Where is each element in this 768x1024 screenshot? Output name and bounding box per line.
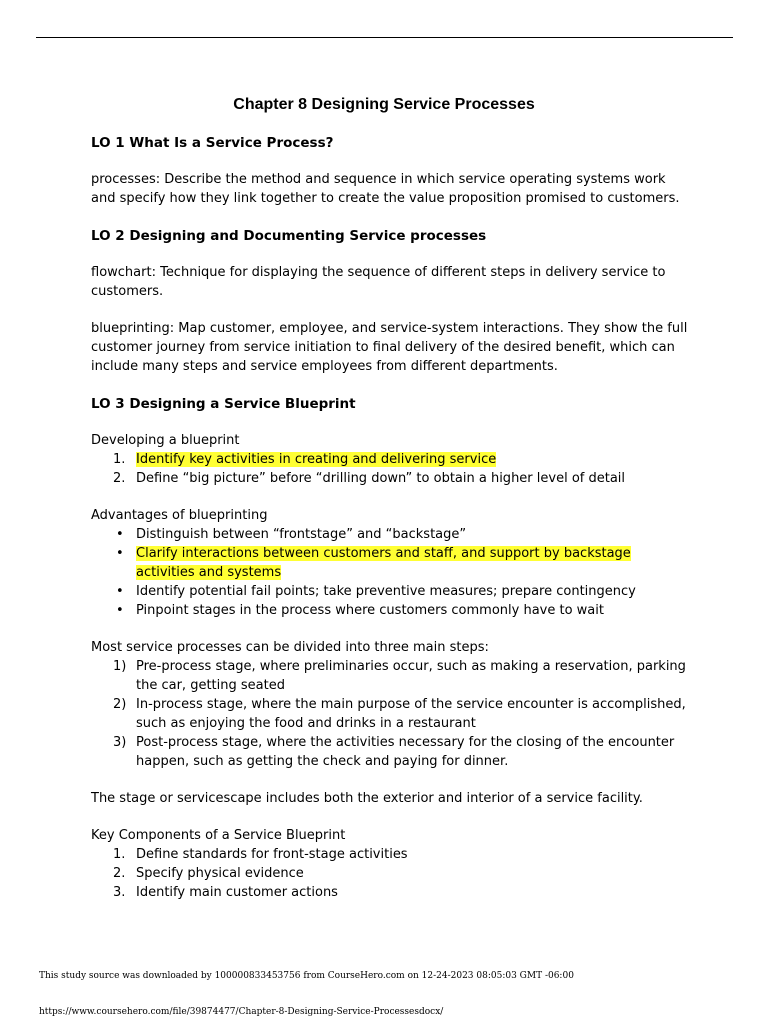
lo1-heading: LO 1 What Is a Service Process? (91, 135, 334, 151)
list-item-text: Identify potential fail points; take preventive measures; prepare contingency (136, 584, 636, 599)
list-item (91, 864, 691, 883)
list-item-text: Identify main customer actions (136, 885, 338, 900)
list-item-text: Post-process stage, where the activities necessary for the closing of the encounter happen, such as getting the check and paying for dinner. (136, 735, 675, 769)
lo2-heading: LO 2 Designing and Documenting Service processes (91, 228, 487, 244)
steps-list (91, 657, 691, 771)
download-source-note: This study source was downloaded by 100000833453756 from CourseHero.com on 12-24-2023 08:05:03 GMT -06:00 (39, 971, 574, 981)
advantages-intro: Advantages of blueprinting (91, 508, 268, 523)
document-body (91, 94, 691, 920)
list-item-text: Distinguish between “frontstage” and “backstage” (136, 527, 467, 542)
lo3-heading: LO 3 Designing a Service Blueprint (91, 396, 356, 412)
list-item (91, 733, 691, 771)
header-rule (36, 37, 733, 38)
list-marker: 1. (113, 847, 126, 862)
components-list (91, 845, 691, 902)
developing-intro: Developing a blueprint (91, 433, 240, 448)
list-item (91, 525, 691, 544)
processes-definition: processes: Describe the method and sequence in which service operating systems work and specify how they link together to create the value proposition promised to customers. (91, 172, 680, 206)
list-marker: 1) (113, 659, 127, 674)
highlighted-text: Clarify interactions between customers and staff, and support by backstage activities and systems (136, 546, 631, 580)
developing-list (91, 450, 691, 488)
list-item (91, 450, 691, 469)
list-marker: 2) (113, 697, 127, 712)
list-item-text: In-process stage, where the main purpose of the service encounter is accomplished, such as enjoying the food and drinks in a restaurant (136, 697, 686, 731)
flowchart-definition: flowchart: Technique for displaying the sequence of different steps in delivery service to customers. (91, 265, 666, 299)
list-item (91, 601, 691, 620)
highlighted-text: Identify key activities in creating and delivering service (136, 452, 497, 467)
components-intro: Key Components of a Service Blueprint (91, 828, 346, 843)
bullet-marker: • (116, 527, 124, 542)
bullet-marker: • (116, 546, 124, 561)
list-item-text: Define standards for front-stage activities (136, 847, 408, 862)
list-item-text: Specify physical evidence (136, 866, 304, 881)
list-item (91, 883, 691, 902)
blueprinting-definition: blueprinting: Map customer, employee, and service-system interactions. They show the full customer journey from service initiation to final delivery of the desired benefit, which can include many steps and service employees from different departments. (91, 321, 688, 374)
list-marker: 3) (113, 735, 127, 750)
advantages-list (91, 525, 691, 620)
list-item-text: Pre-process stage, where preliminaries occur, such as making a reservation, parking the car, getting seated (136, 659, 686, 693)
list-item (91, 845, 691, 864)
list-item (91, 657, 691, 695)
list-marker: 1. (113, 452, 126, 467)
list-item (91, 695, 691, 733)
list-item-text: Define “big picture” before “drilling down” to obtain a higher level of detail (136, 471, 626, 486)
servicescape-text: The stage or servicescape includes both the exterior and interior of a service facility. (91, 791, 643, 806)
bullet-marker: • (116, 584, 124, 599)
list-item (91, 544, 691, 582)
list-item-text: Pinpoint stages in the process where customers commonly have to wait (136, 603, 604, 618)
bullet-marker: • (116, 603, 124, 618)
list-marker: 3. (113, 885, 126, 900)
steps-intro: Most service processes can be divided into three main steps: (91, 640, 489, 655)
page-title: Chapter 8 Designing Service Processes (233, 96, 535, 113)
list-item (91, 469, 691, 488)
list-marker: 2. (113, 471, 126, 486)
source-url: https://www.coursehero.com/file/39874477/Chapter-8-Designing-Service-Processesdocx/ (39, 1007, 444, 1017)
list-marker: 2. (113, 866, 126, 881)
list-item (91, 582, 691, 601)
